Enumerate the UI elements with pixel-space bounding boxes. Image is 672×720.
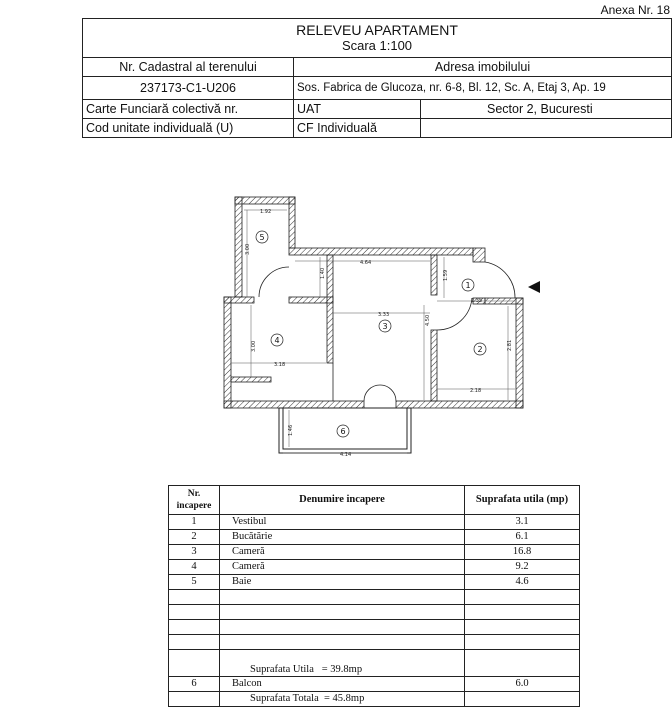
- address-value: Sos. Fabrica de Glucoza, nr. 6-8, Bl. 12, Sc. A, Etaj 3, Ap. 19: [294, 77, 672, 100]
- room-number-6: 6: [340, 427, 346, 436]
- room-name: Baie: [220, 575, 465, 590]
- room-nr: 2: [169, 530, 220, 545]
- room-number-3: 3: [382, 322, 388, 331]
- cf-label: Carte Funciară colectivă nr.: [83, 100, 294, 119]
- dim-label-4: 1.40: [320, 267, 326, 279]
- dim-label-8: 4.50: [425, 314, 431, 326]
- dim-label-12: 2.18: [470, 388, 482, 394]
- dimension-labels: [245, 209, 513, 458]
- room-number-5: 5: [259, 233, 265, 242]
- table-row: [169, 530, 580, 545]
- room-area: 9.2: [465, 560, 580, 575]
- dim-label-2: 3.00: [245, 243, 251, 255]
- table-row: [169, 515, 580, 530]
- annex-number: Anexa Nr. 18: [600, 3, 670, 17]
- room-nr: 1: [169, 515, 220, 530]
- header-room-number: Nr. incapere: [169, 486, 220, 515]
- balcony-area: 6.0: [465, 677, 580, 692]
- balcony-row: [169, 677, 580, 692]
- useful-total: Suprafata Utila = 39.8mp: [220, 650, 465, 677]
- cadastral-value: 237173-C1-U206: [83, 77, 294, 100]
- cf-individual-label: CF Individuală: [294, 119, 421, 138]
- room-area: 16.8: [465, 545, 580, 560]
- balcony-name: Balcon: [220, 677, 465, 692]
- dim-label-9: 3.00: [251, 340, 257, 352]
- room-name: Bucătărie: [220, 530, 465, 545]
- table-header-row: [169, 486, 580, 515]
- address-label: Adresa imobilului: [294, 58, 672, 77]
- room-nr: 5: [169, 575, 220, 590]
- dim-label-1: 1.92: [260, 209, 272, 215]
- grand-total-row: [169, 692, 580, 707]
- unit-code-label: Cod unitate individuală (U): [83, 119, 294, 138]
- empty-row: [169, 605, 580, 620]
- uat-label: UAT: [294, 100, 421, 119]
- dim-label-3: 4.64: [360, 260, 372, 266]
- room-area: 3.1: [465, 515, 580, 530]
- page-title: RELEVEU APARTAMENT: [296, 22, 458, 38]
- empty-row: [169, 590, 580, 605]
- cadastral-label: Nr. Cadastral al terenului: [83, 58, 294, 77]
- scale-label: Scara 1:100: [341, 38, 413, 53]
- dim-label-7: 3.33: [378, 312, 390, 318]
- room-number-1: 1: [465, 281, 471, 290]
- useful-total-row: [169, 650, 580, 677]
- table-row: [169, 560, 580, 575]
- dim-label-5: 1.59: [443, 269, 449, 281]
- empty-row: [169, 620, 580, 635]
- grand-total: Suprafata Totala = 45.8mp: [220, 692, 465, 707]
- table-row: [169, 545, 580, 560]
- room-name: Vestibul: [220, 515, 465, 530]
- dim-label-14: 4.14: [340, 452, 352, 458]
- empty-row: [169, 635, 580, 650]
- room-number-4: 4: [274, 336, 280, 345]
- room-nr: 4: [169, 560, 220, 575]
- dim-label-13: 1.46: [288, 424, 294, 436]
- dim-label-6: 2.35: [471, 298, 483, 304]
- header-useful-area: Suprafata utila (mp): [465, 486, 580, 515]
- uat-value: Sector 2, Bucuresti: [421, 100, 672, 119]
- dim-label-10: 3.18: [274, 362, 286, 368]
- entrance-arrow-icon: [528, 281, 540, 293]
- dimension-lines: [231, 210, 515, 453]
- room-number-2: 2: [477, 345, 483, 354]
- room-name: Cameră: [220, 560, 465, 575]
- room-area: 4.6: [465, 575, 580, 590]
- balcony-nr: 6: [169, 677, 220, 692]
- header-room-name: Denumire incapere: [220, 486, 465, 515]
- room-area: 6.1: [465, 530, 580, 545]
- room-name: Cameră: [220, 545, 465, 560]
- room-nr: 3: [169, 545, 220, 560]
- table-row: [169, 575, 580, 590]
- dim-label-11: 2.81: [507, 339, 513, 351]
- rooms-table: [168, 485, 580, 707]
